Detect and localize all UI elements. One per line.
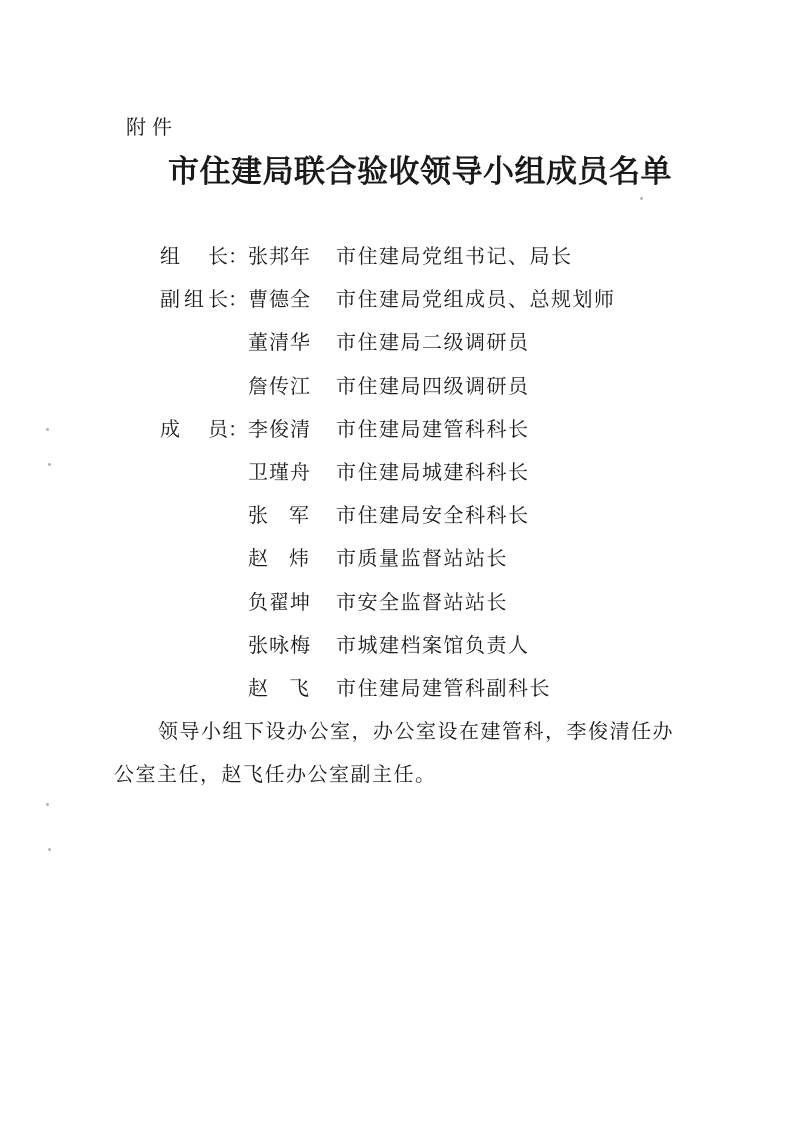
member-position: 市安全监督站站长 [336,589,508,614]
member-name: 张咏梅 [248,632,311,657]
member-name: 张邦年 [248,244,311,268]
scan-speck [640,197,643,200]
member-name: 卫瑾舟 [248,459,311,484]
roster-row [160,667,616,710]
member-position: 市住建局四级调研员 [336,373,530,398]
member-name: 张 军 [248,503,310,528]
office-note: 领导小组下设办公室，办公室设在建管科，李俊清任办公室主任，赵飞任办公室副主任。 [114,719,674,786]
member-name: 詹传江 [248,373,311,398]
role-label [160,667,248,710]
role-label [160,537,248,580]
member-name: 董清华 [248,330,311,355]
role-label [160,624,248,667]
member-name: 赵 炜 [248,546,310,571]
scan-speck [46,428,49,431]
role-label: 组 长 ： [160,244,248,268]
roster-row [160,365,616,408]
attachment-label: 附件 [126,115,178,139]
member-name: 赵 飞 [248,675,310,700]
scan-speck [48,463,51,466]
member-position: 市住建局城建科科长 [336,459,530,484]
scan-speck [46,803,49,806]
role-label: 成 员 ： [160,416,248,441]
roster-row [160,321,616,364]
role-label [160,451,248,494]
member-position: 市住建局建管科科长 [336,416,530,441]
roster-row [160,494,616,537]
member-roster [160,235,616,710]
role-label [160,494,248,537]
member-position: 市住建局安全科科长 [336,503,530,528]
roster-row [160,624,616,667]
roster-row [160,278,616,321]
member-position: 市住建局二级调研员 [336,330,530,355]
member-position: 市住建局建管科副科长 [336,675,551,700]
member-name: 负翟坤 [248,589,311,614]
member-position: 市城建档案馆负责人 [336,632,530,657]
role-label [160,581,248,624]
roster-row [160,408,616,451]
scan-speck [48,848,51,851]
role-label [160,321,248,364]
member-name: 李俊清 [248,416,311,441]
member-position: 市住建局党组书记、局长 [336,244,573,268]
member-position: 市住建局党组成员、总规划师 [336,287,616,312]
roster-row [160,581,616,624]
document-title: 市住建局联合验收领导小组成员名单 [168,154,672,190]
roster-row [160,537,616,580]
member-name: 曹德全 [248,287,311,312]
member-position: 市质量监督站站长 [336,546,508,571]
roster-row [160,235,616,278]
roster-row [160,451,616,494]
role-label [160,365,248,408]
role-label: 副 组 长 ： [160,287,248,312]
